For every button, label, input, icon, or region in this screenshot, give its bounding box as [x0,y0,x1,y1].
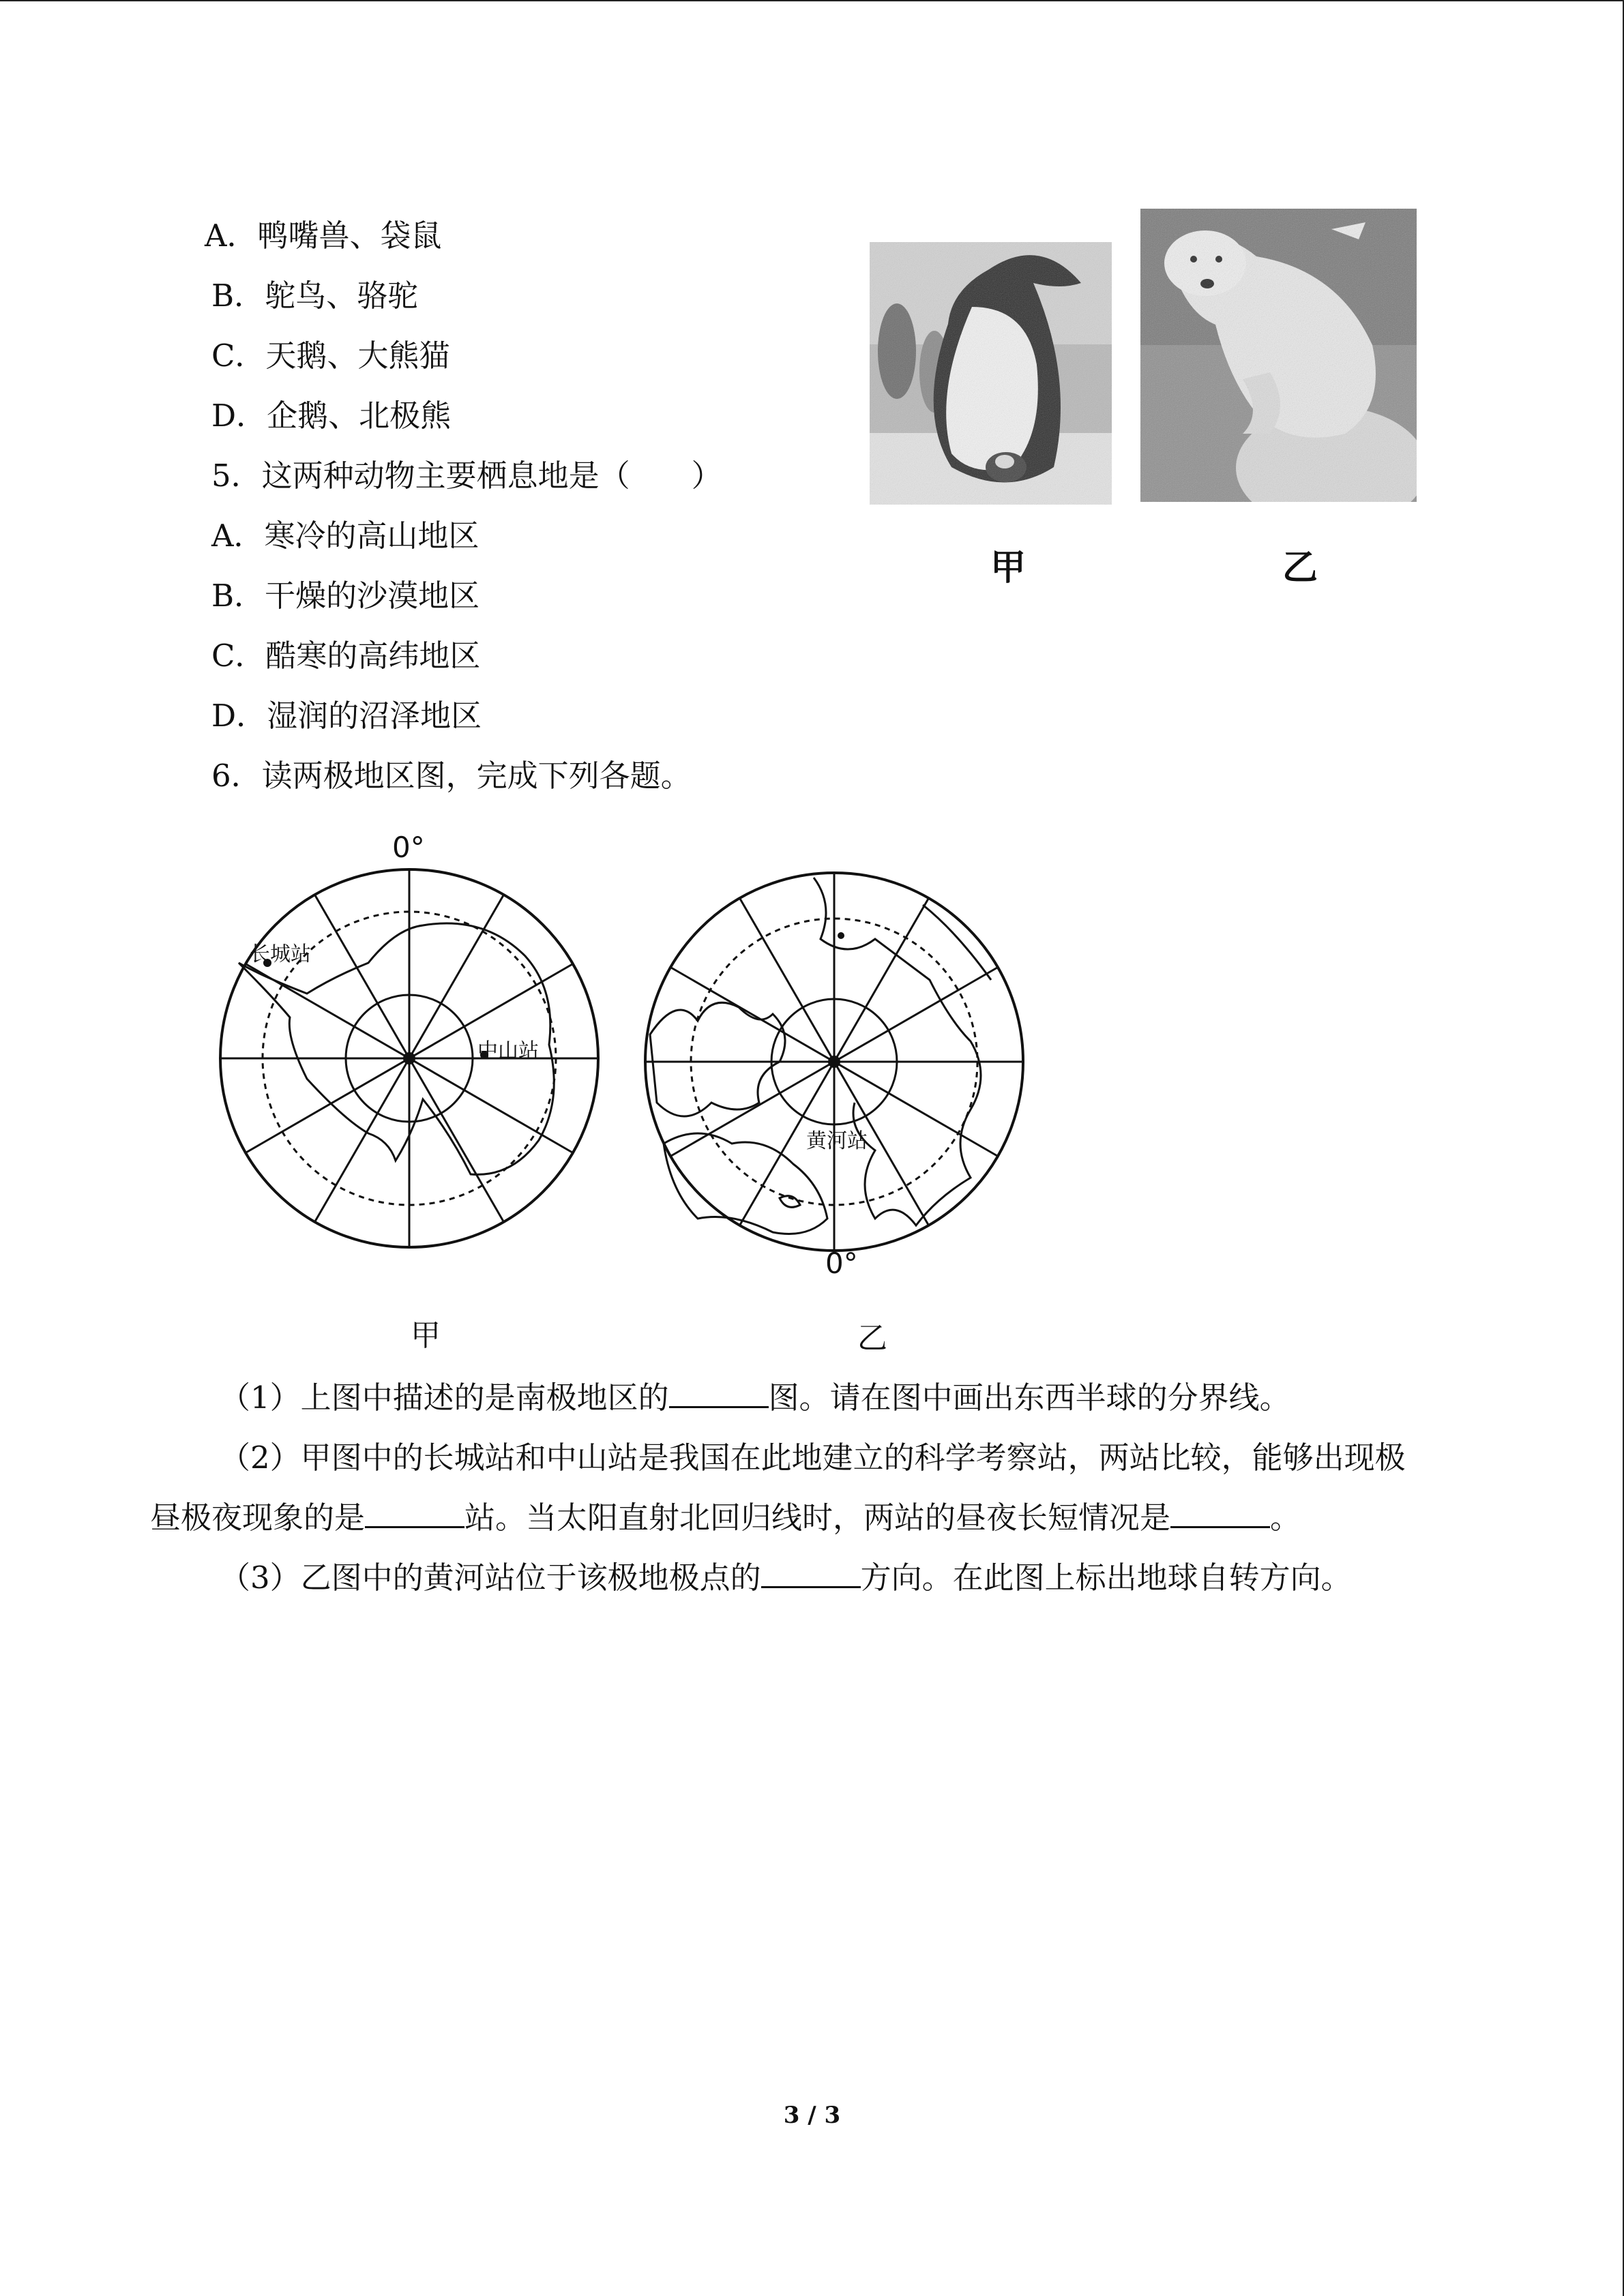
q6-sub1 [220,1379,1290,1417]
great-wall-station-label: 长城站 [250,942,311,966]
polar-bear-photo [1140,209,1417,502]
penguin-photo [870,242,1112,505]
map-left-zero-meridian-label: 0° [392,831,425,864]
map-right-caption: 乙 [857,1321,887,1356]
answer-blank-1[interactable] [669,1379,769,1408]
zhongshan-station-label: 中山站 [477,1039,539,1063]
arctic-polar-map [640,867,1029,1256]
q6-sub1-text-a: （1）上图中描述的是南极地区的 [220,1380,669,1416]
q5-stem: 5．这两种动物主要栖息地是（ ） [211,458,722,494]
q4-option-d: D．企鹅、北极熊 [211,398,452,434]
q6-sub2-text-b: 昼极夜现象的是 [150,1500,366,1536]
antarctica-polar-map [211,861,607,1256]
q5-option-c: C．酷寒的高纬地区 [211,638,481,674]
q6-sub1-text-b: 图。请在图中画出东西半球的分界线。 [768,1380,1290,1416]
q6-sub3-text-b: 方向。在此图上标出地球自转方向。 [860,1560,1352,1596]
q6-sub3-text-a: （3）乙图中的黄河站位于该极地极点的 [220,1560,761,1596]
q6-sub3 [220,1559,1352,1597]
q6-sub2-text-c: 站。当太阳直射北回归线时，两站的昼夜长短情况是 [464,1500,1171,1536]
q6-sub2-line1: （2）甲图中的长城站和中山站是我国在此地建立的科学考察站，两站比较，能够出现极 [220,1440,1406,1476]
answer-blank-3[interactable] [1170,1499,1270,1528]
answer-blank-4[interactable] [761,1559,861,1588]
q5-option-a: A．寒冷的高山地区 [211,518,479,554]
map-left-caption: 甲 [411,1318,441,1353]
map-right-zero-meridian-label: 0° [825,1247,858,1280]
answer-blank-2[interactable] [365,1499,464,1528]
page-number: 3 / 3 [783,2102,841,2129]
q4-option-a: A．鸭嘴兽、袋鼠 [205,218,442,254]
photo-caption-left: 甲 [990,548,1027,588]
q6-sub2-line2 [150,1499,1301,1537]
yellow-river-station-label: 黄河站 [806,1129,868,1153]
q5-option-b: B．干燥的沙漠地区 [211,578,480,614]
q4-option-c: C．天鹅、大熊猫 [211,338,450,374]
q6-stem: 6．读两极地区图，完成下列各题。 [211,758,692,794]
photo-caption-right: 乙 [1282,548,1318,588]
q6-sub2-text-d: 。 [1270,1500,1301,1536]
page-top-border [0,0,1623,1]
q5-option-d: D．湿润的沼泽地区 [211,698,482,734]
q4-option-b: B．鸵鸟、骆驼 [211,278,419,314]
